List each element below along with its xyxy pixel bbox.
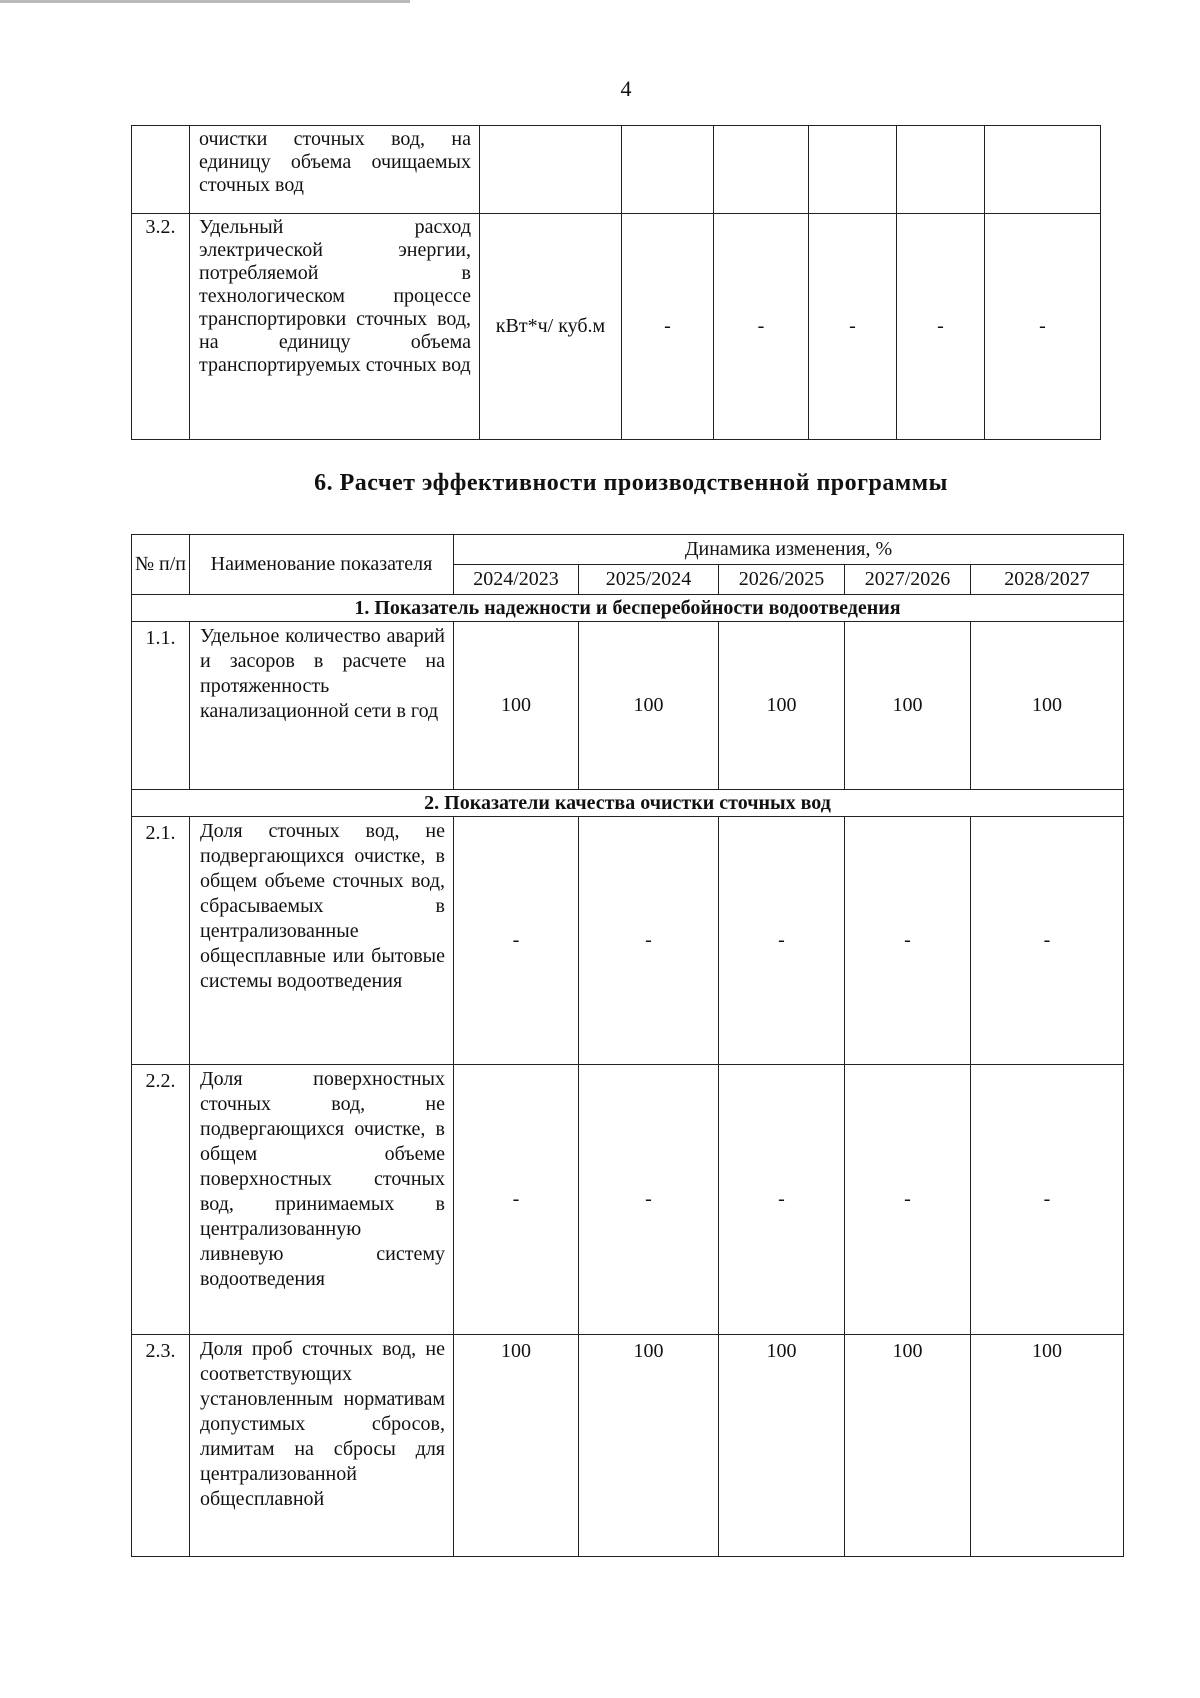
value-cell: -	[985, 214, 1101, 440]
unit-cell: кВт*ч/ куб.м	[480, 214, 622, 440]
unit-cell	[480, 126, 622, 214]
row-number: 3.2.	[132, 214, 190, 440]
table-row	[132, 622, 1124, 790]
indicator-name: Доля проб сточных вод, не соответствующих установленным нормативам допустимых сбросов, лимитам на сбросы для централизованной общесплавной	[190, 1335, 454, 1557]
value-cell: 100	[971, 622, 1124, 790]
row-number: 2.3.	[132, 1335, 190, 1557]
value-cell: -	[622, 214, 714, 440]
value-cell: 100	[719, 1335, 845, 1557]
value-cell: -	[897, 214, 985, 440]
table-row	[132, 1335, 1124, 1557]
value-cell: 100	[845, 1335, 971, 1557]
continuation-table	[131, 125, 1101, 440]
indicator-name: Доля сточных вод, не подвергающихся очистке, в общем объеме сточных вод, сбрасываемых в централизованные общесплавные или бытовые системы водоотведения	[190, 817, 454, 1065]
section-heading: 2. Показатели качества очистки сточных вод	[132, 790, 1124, 817]
indicator-name: Доля поверхностных сточных вод, не подвергающихся очистке, в общем объеме поверхностных сточных вод, принимаемых в централизованную ливневую систему водоотведения	[190, 1065, 454, 1335]
value-cell: 100	[845, 622, 971, 790]
value-cell: 100	[454, 622, 579, 790]
value-cell: -	[971, 817, 1124, 1065]
scan-edge-line	[0, 0, 410, 3]
value-cell	[809, 126, 897, 214]
section-row	[132, 790, 1124, 817]
efficiency-table	[131, 534, 1124, 1557]
section-heading: 1. Показатель надежности и бесперебойности водоотведения	[132, 595, 1124, 622]
header-period: 2028/2027	[971, 565, 1124, 595]
table-row	[132, 817, 1124, 1065]
value-cell: 100	[719, 622, 845, 790]
value-cell	[622, 126, 714, 214]
value-cell	[714, 126, 809, 214]
value-cell: -	[971, 1065, 1124, 1335]
value-cell: -	[579, 1065, 719, 1335]
header-number: № п/п	[132, 535, 190, 595]
header-row	[132, 535, 1124, 565]
table-row	[132, 214, 1101, 440]
row-number: 2.2.	[132, 1065, 190, 1335]
page-number: 4	[620, 76, 632, 101]
value-cell: -	[845, 1065, 971, 1335]
indicator-name: Удельный расход электрической энергии, потребляемой в технологическом процессе транспортировки сточных вод, на единицу объема транспортируемых сточных вод	[190, 214, 480, 440]
value-cell: -	[454, 817, 579, 1065]
value-cell: -	[719, 1065, 845, 1335]
row-number: 1.1.	[132, 622, 190, 790]
header-name: Наименование показателя	[190, 535, 454, 595]
table-row	[132, 1065, 1124, 1335]
header-dynamics: Динамика изменения, %	[454, 535, 1124, 565]
indicator-name: Удельное количество аварий и засоров в расчете на протяженность канализационной сети в год	[190, 622, 454, 790]
value-cell	[897, 126, 985, 214]
value-cell: 100	[579, 1335, 719, 1557]
value-cell: -	[579, 817, 719, 1065]
value-cell: 100	[971, 1335, 1124, 1557]
row-number	[132, 126, 190, 214]
header-period: 2025/2024	[579, 565, 719, 595]
value-cell: 100	[579, 622, 719, 790]
row-number: 2.1.	[132, 817, 190, 1065]
value-cell: -	[719, 817, 845, 1065]
header-period: 2027/2026	[845, 565, 971, 595]
value-cell: -	[454, 1065, 579, 1335]
value-cell: -	[845, 817, 971, 1065]
value-cell: 100	[454, 1335, 579, 1557]
header-period: 2024/2023	[454, 565, 579, 595]
value-cell: -	[714, 214, 809, 440]
value-cell	[985, 126, 1101, 214]
value-cell: -	[809, 214, 897, 440]
section-title: 6. Расчет эффективности производственной программы	[314, 470, 948, 496]
section-row	[132, 595, 1124, 622]
indicator-name: очистки сточных вод, на единицу объема очищаемых сточных вод	[190, 126, 480, 214]
table-row	[132, 126, 1101, 214]
header-period: 2026/2025	[719, 565, 845, 595]
